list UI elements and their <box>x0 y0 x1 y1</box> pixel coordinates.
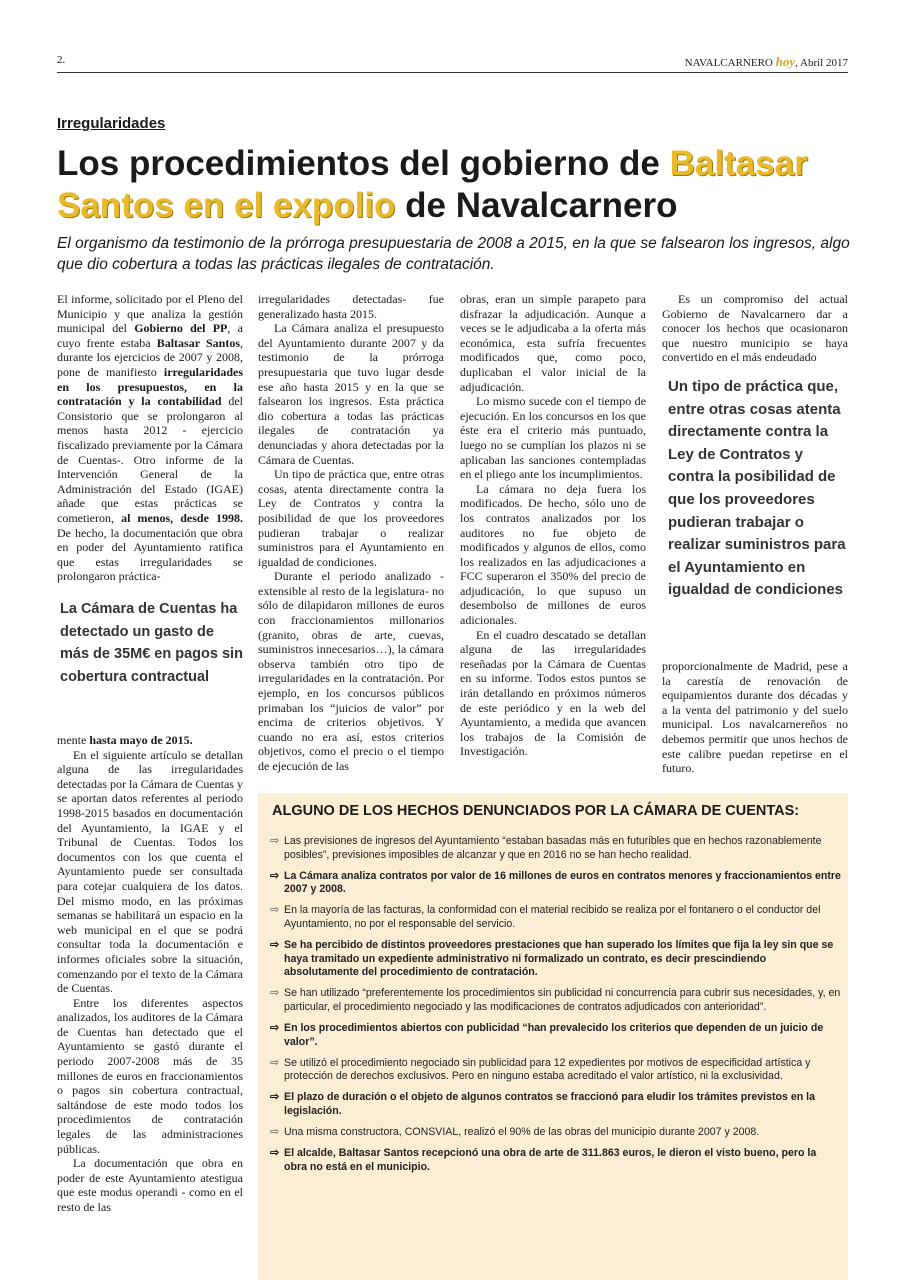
section-label: Irregularidades <box>57 115 166 132</box>
list-item: ⇨ Se ha percibido de distintos proveedores prestaciones que han superado los límites que fija la ley sin que se haya tramitado un expediente administrativo ni formalizado un contrato, es decir prescindiendo absolutamente del procedimiento de contratación. <box>270 939 834 979</box>
facts-box-title: ALGUNO DE LOS HECHOS DENUNCIADOS POR LA CÁMARA DE CUENTAS: <box>272 803 800 819</box>
list-item: ⇨ El alcalde, Baltasar Santos recepcionó una obra de arte de 311.863 euros, le dieron el visto bueno, pero la obra no está en el municipio. <box>270 1147 817 1173</box>
masthead-date: Abril 2017 <box>800 57 848 69</box>
arrow-icon: ⇨ <box>270 1056 280 1069</box>
list-item: ⇨ Las previsiones de ingresos del Ayuntamiento “estaban basadas más en futuribles que en hechos razonablemente posibles”, previsiones imposibles de alcanzar y que en 2016 no se han hecho realidad. <box>270 835 822 861</box>
article-column-3 <box>460 292 646 759</box>
paragraph: Es un compromiso del actual Gobierno de Navalcarnero dar a conocer los hechos que ocasionaron que nuestro municipio se haya convertido en el más endeudado <box>662 292 848 365</box>
list-item: ⇨ Se utilizó el procedimiento negociado sin publicidad para 12 expedientes por motivos de especificidad artística y protección de derechos exclusivos. Pero en ninguno estaba acreditado el valor artístico, ni la exclusividad. <box>270 1056 811 1083</box>
headline <box>57 143 857 227</box>
paragraph: La Cámara analiza el presupuesto del Ayuntamiento durante 2007 y da testimonio de la prórroga presupuestaria que tuvo lugar desde ese año hasta 2015 y en la que se falsearon los ingresos. Esta práctica dio cobertura a todas las prácticas ilegales de contratación ya denunciadas y ahora detectadas por la Cámara de Cuentas. <box>258 321 444 467</box>
arrow-icon: ⇨ <box>270 1147 280 1160</box>
header-rule <box>57 72 848 73</box>
headline-part1: Los procedimientos del gobierno de <box>57 144 670 183</box>
facts-list <box>270 835 842 1182</box>
paragraph: Durante el periodo analizado - extensible al resto de la legislatura- no sólo de dilapidaron millones de euros con fraccionamientos millonarios (granito, obras de arte, cuevas, suministros innecesarios…), la cámara observa también otro tipo de irregularidades en la contratación. Por ejemplo, en los concursos públicos primaban los “juicios de valor” por encima de criterios objetivos. Y cuando no era así, estos criterios objetivos, como el precio o el tiempo de ejecución de las <box>258 569 444 773</box>
masthead-name: NAVALCARNERO <box>684 57 773 69</box>
paragraph: Entre los diferentes aspectos analizados, los auditores de la Cámara de Cuentas han detectado que el Ayuntamiento se gastó durante el periodo 2007-2008 más de 35 millones de euros en fraccionamientos o pagos sin cobertura contractual, saltándose de este modo todos los procedimientos de contratación legales de las administraciones públicas. <box>57 995 243 1156</box>
arrow-icon: ⇨ <box>270 904 280 917</box>
list-item: ⇨ La Cámara analiza contratos por valor de 16 millones de euros en contratos menores y fraccionamientos entre 2007 y 2008. <box>270 869 841 896</box>
page-header <box>57 54 848 70</box>
article-column-1 <box>57 292 243 584</box>
paragraph: obras, eran un simple parapeto para disfrazar la adjudicación. Aunque a veces se le adjudicaba a la oferta más económica, esta sufría frecuentes modificados que, como poco, duplicaban el valor inicial de la adjudicación. <box>460 292 646 394</box>
paragraph: En el cuadro descatado se detallan alguna de las irregularidades reseñadas por la Cámara de Cuentas en su informe. Todos estos puntos se irán detallando en próximos números de este periódico y en la web del Ayuntamiento, a medida que avancen los trabajos de la Comisión de Investigación. <box>460 627 646 759</box>
paragraph: La documentación que obra en poder de este Ayuntamiento atestigua que este modus operandi - como en el resto de las <box>57 1156 243 1214</box>
article-column-2 <box>258 292 444 774</box>
arrow-icon: ⇨ <box>270 987 280 1000</box>
arrow-icon: ⇨ <box>270 1022 280 1035</box>
arrow-icon: ⇨ <box>270 835 280 847</box>
paragraph: mente hasta mayo de 2015. <box>57 733 193 747</box>
article-column-4-continued <box>662 659 848 776</box>
arrow-icon: ⇨ <box>270 869 280 882</box>
arrow-icon: ⇨ <box>270 939 280 952</box>
article-column-4 <box>662 292 848 365</box>
paragraph: Lo mismo sucede con el tiempo de ejecución. En los concursos en los que éste era el criterio más puntuado, luego no se cumplían los plazos ni se aplicaban las sanciones contempladas en el pliego ante los incumplimientos. <box>460 394 646 482</box>
headline-highlight: Baltasar Santos en el expolio <box>57 144 808 225</box>
list-item: ⇨ El plazo de duración o el objeto de algunos contratos se fraccionó para eludir los trámites previstos en la legislación. <box>270 1091 815 1117</box>
list-item: ⇨ En la mayoría de las facturas, la conformidad con el material recibido se realiza por el fontanero o el conductor del Ayuntamiento, no por el responsable del servicio. <box>270 904 821 930</box>
article-column-1-continued <box>57 733 243 1215</box>
pull-quote: La Cámara de Cuentas ha detectado un gasto de más de 35M€ en pagos sin cobertura contractual <box>60 601 243 685</box>
masthead: NAVALCARNERO hoy, Abril 2017 <box>684 54 848 69</box>
masthead-brand: hoy <box>775 54 796 69</box>
paragraph: En el siguiente artículo se detallan alguna de las irregularidades detectadas por la Cámara de Cuentas y se aportan datos referentes al periodo 1998-2015 basados en documentación del Ayuntamiento, la IGAE y el Tribunal de Cuentas. Todos los documentos con los que cuenta el Ayuntamiento puede ser consultada para cotejar cualquiera de los datos. Del mismo modo, en las próximas semanas se habilitará un espacio en la web municipal en el que se podrá consultar toda la documentación e informes oficiales sobre la situación, comenzando por el texto de la Cámara de Cuentas. <box>57 747 243 996</box>
list-item: ⇨ En los procedimientos abiertos con publicidad “han prevalecido los criterios que dependen de un juicio de valor”. <box>270 1022 824 1048</box>
headline-part2: de Navalcarnero <box>395 186 678 225</box>
list-item: ⇨ Se han utilizado “preferentemente los procedimientos sin publicidad ni concurrencia para cubrir sus necesidades, y, en particular, el procedimiento negociado y las modificaciones de contratos adjudicados con anterioridad”. <box>270 987 841 1013</box>
arrow-icon: ⇨ <box>270 1126 280 1139</box>
subheadline: El organismo da testimonio de la prórroga presupuestaria de 2008 a 2015, en la que se falsearon los ingresos, algo que dio cobertura a todas las prácticas ilegales de contratación. <box>57 235 850 273</box>
paragraph: Un tipo de práctica que, entre otras cosas, atenta directamente contra la Ley de Contratos y contra la posibilidad de que los proveedores pudieran trabajar o realizar suministros para el Ayuntamiento en igualdad de condiciones. <box>258 467 444 569</box>
paragraph: El informe, solicitado por el Pleno del Municipio y que analiza la gestión municipal del Gobierno del PP, a cuyo frente estaba Baltasar Santos, durante los ejercicios de 2007 y 2008, pone de manifiesto irregularidades en los presupuestos, en la contratación y la contabilidad del Consistorio que se prolongaron al menos hasta 2012 - ejercicio fiscalizado previamente por la Cámara de Cuentas-. Otro informe de la Intervención General de la Administración del Estado (IGAE) añade que estas prácticas se cometieron, al menos, desde 1998. De hecho, la documentación que obra en poder del Ayuntamiento ratifica que estas irregularidades se prolongaron práctica- <box>57 292 243 584</box>
list-item: ⇨ Una misma constructora, CONSVIAL, realizó el 90% de las obras del municipio durante 2007 y 2008. <box>270 1126 760 1139</box>
arrow-icon: ⇨ <box>270 1091 280 1104</box>
paragraph: proporcionalmente de Madrid, pese a la carestía de renovación de equipamientos durante dos décadas y a la venta del patrimonio y del suelo municipal. Los navalcarnereños no debemos permitir que unos hechos de este calibre puedan repetirse en el futuro. <box>662 659 848 776</box>
page-number: 2. <box>57 54 66 66</box>
paragraph: La cámara no deja fuera los modificados. De hecho, sólo uno de los contratos analizados por los auditores no fue objeto de modificados y algunos de ellos, como los realizados en las adjudicaciones a FCC superaron el 350% del precio de adjudicación, lo que supuso un desembolso de millones de euros adicionales. <box>460 481 646 628</box>
facts-box <box>258 793 848 1280</box>
paragraph: irregularidades detectadas- fue generalizado hasta 2015. <box>258 292 444 321</box>
pull-quote-2: Un tipo de práctica que, entre otras cosas atenta directamente contra la Ley de Contratos y contra la posibilidad de que los proveedores pudieran trabajar o realizar suministros para el Ayuntamiento en igualdad de condiciones <box>668 378 846 599</box>
